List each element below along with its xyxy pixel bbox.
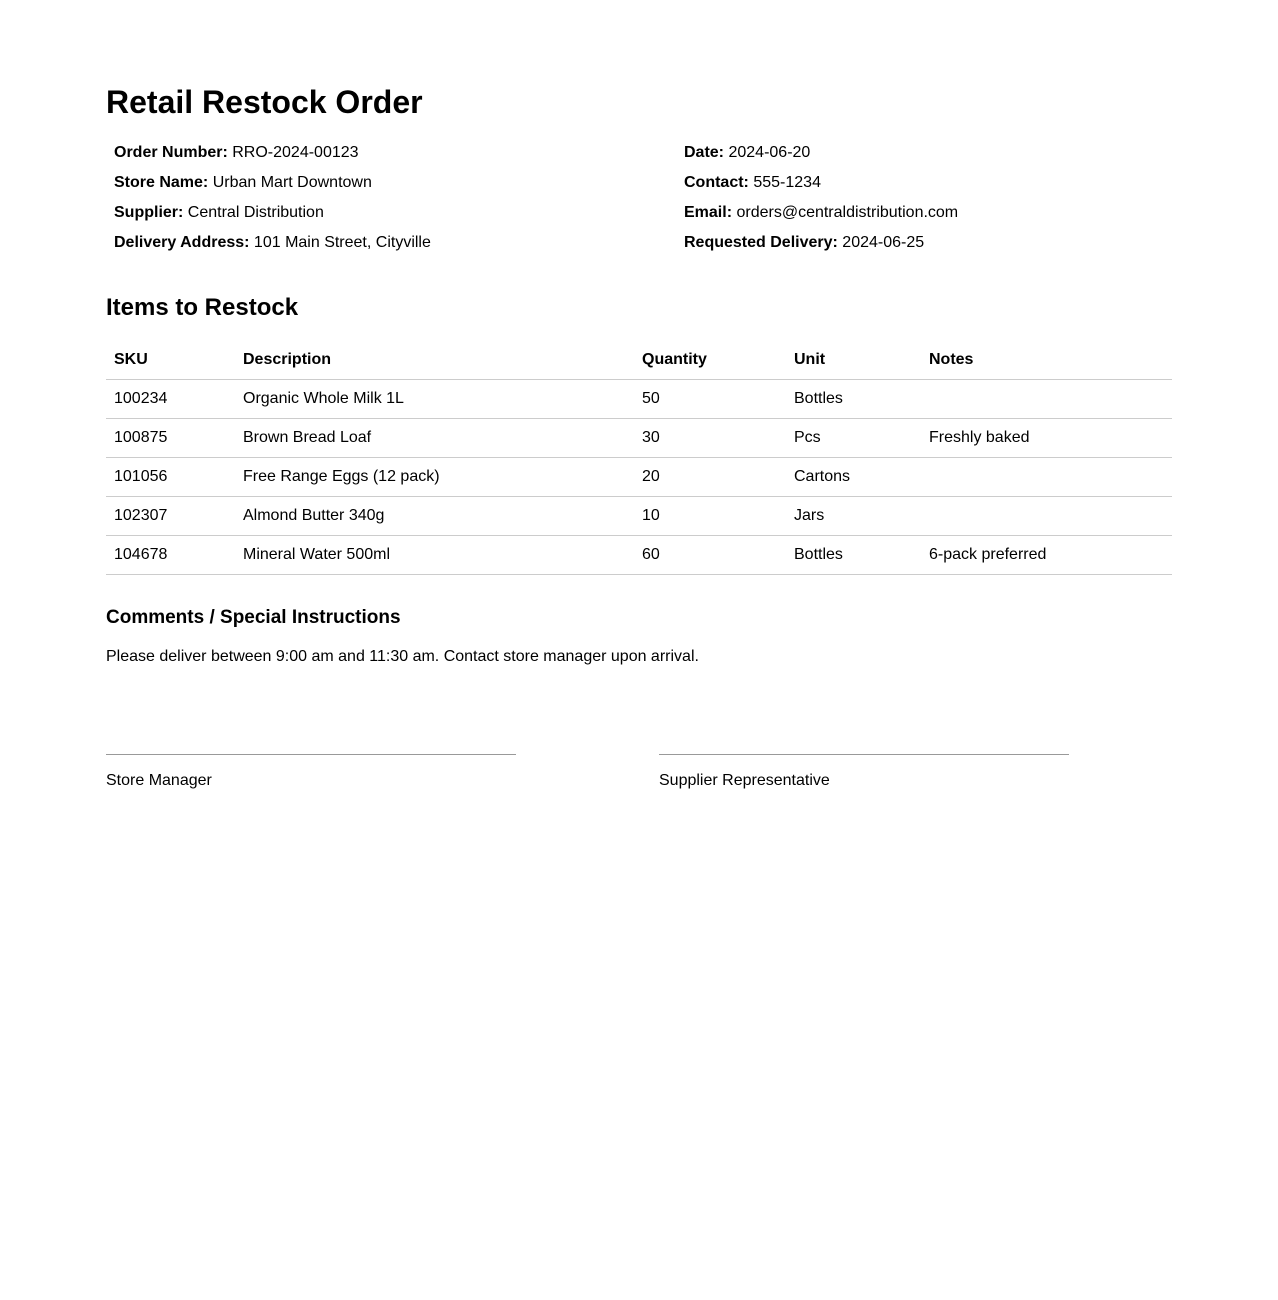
column-header-quantity: Quantity bbox=[634, 341, 786, 380]
meta-value: 2024-06-25 bbox=[842, 234, 925, 251]
column-header-sku: SKU bbox=[106, 341, 235, 380]
meta-delivery-address bbox=[114, 234, 431, 264]
cell-sku: 101056 bbox=[106, 458, 235, 497]
cell-unit: Cartons bbox=[786, 458, 921, 497]
items-table bbox=[106, 341, 1172, 575]
cell-description: Almond Butter 340g bbox=[235, 497, 634, 536]
meta-store-name bbox=[114, 174, 431, 204]
cell-quantity: 30 bbox=[634, 419, 786, 458]
table-row bbox=[106, 536, 1172, 575]
meta-label: Order Number: bbox=[114, 144, 228, 161]
table-row bbox=[106, 458, 1172, 497]
table-row bbox=[106, 497, 1172, 536]
comments-title: Comments / Special Instructions bbox=[106, 607, 401, 628]
cell-quantity: 20 bbox=[634, 458, 786, 497]
column-header-notes: Notes bbox=[921, 341, 1172, 380]
cell-quantity: 60 bbox=[634, 536, 786, 575]
page-title: Retail Restock Order bbox=[106, 84, 423, 120]
cell-sku: 100875 bbox=[106, 419, 235, 458]
meta-value: 101 Main Street, Cityville bbox=[253, 234, 431, 251]
cell-quantity: 10 bbox=[634, 497, 786, 536]
cell-quantity: 50 bbox=[634, 380, 786, 419]
cell-notes bbox=[921, 497, 1172, 536]
meta-requested-delivery bbox=[684, 234, 958, 264]
signature-label: Store Manager bbox=[106, 772, 212, 789]
cell-notes bbox=[921, 380, 1172, 419]
meta-email bbox=[684, 204, 958, 234]
meta-order-number bbox=[114, 144, 431, 174]
table-row bbox=[106, 380, 1172, 419]
cell-unit: Bottles bbox=[786, 536, 921, 575]
meta-label: Supplier: bbox=[114, 204, 184, 221]
cell-notes: 6-pack preferred bbox=[921, 536, 1172, 575]
meta-label: Email: bbox=[684, 204, 733, 221]
cell-description: Brown Bread Loaf bbox=[235, 419, 634, 458]
signature-store-manager bbox=[106, 754, 516, 790]
meta-label: Contact: bbox=[684, 174, 749, 191]
meta-value: Urban Mart Downtown bbox=[212, 174, 372, 191]
meta-label: Date: bbox=[684, 144, 725, 161]
meta-column-left bbox=[114, 144, 431, 264]
signature-supplier-representative bbox=[659, 754, 1069, 790]
meta-value: 2024-06-20 bbox=[728, 144, 811, 161]
meta-label: Store Name: bbox=[114, 174, 209, 191]
column-header-description: Description bbox=[235, 341, 634, 380]
meta-label: Requested Delivery: bbox=[684, 234, 838, 251]
items-section-title: Items to Restock bbox=[106, 294, 299, 321]
cell-description: Free Range Eggs (12 pack) bbox=[235, 458, 634, 497]
signature-line bbox=[106, 754, 516, 755]
cell-description: Mineral Water 500ml bbox=[235, 536, 634, 575]
meta-value: Central Distribution bbox=[187, 204, 324, 221]
meta-supplier bbox=[114, 204, 431, 234]
meta-value: RRO-2024-00123 bbox=[232, 144, 359, 161]
meta-column-right bbox=[684, 144, 958, 264]
cell-unit: Jars bbox=[786, 497, 921, 536]
cell-sku: 104678 bbox=[106, 536, 235, 575]
meta-value: orders@centraldistribution.com bbox=[736, 204, 959, 221]
comments-text: Please deliver between 9:00 am and 11:30 am. Contact store manager upon arrival. bbox=[106, 648, 699, 665]
signature-line bbox=[659, 754, 1069, 755]
signature-label: Supplier Representative bbox=[659, 772, 830, 789]
meta-contact bbox=[684, 174, 958, 204]
cell-notes bbox=[921, 458, 1172, 497]
cell-description: Organic Whole Milk 1L bbox=[235, 380, 634, 419]
meta-value: 555-1234 bbox=[753, 174, 821, 191]
cell-unit: Pcs bbox=[786, 419, 921, 458]
meta-date bbox=[684, 144, 958, 174]
cell-sku: 100234 bbox=[106, 380, 235, 419]
cell-unit: Bottles bbox=[786, 380, 921, 419]
column-header-unit: Unit bbox=[786, 341, 921, 380]
cell-sku: 102307 bbox=[106, 497, 235, 536]
table-row bbox=[106, 419, 1172, 458]
table-header-row bbox=[106, 341, 1172, 380]
meta-label: Delivery Address: bbox=[114, 234, 250, 251]
cell-notes: Freshly baked bbox=[921, 419, 1172, 458]
